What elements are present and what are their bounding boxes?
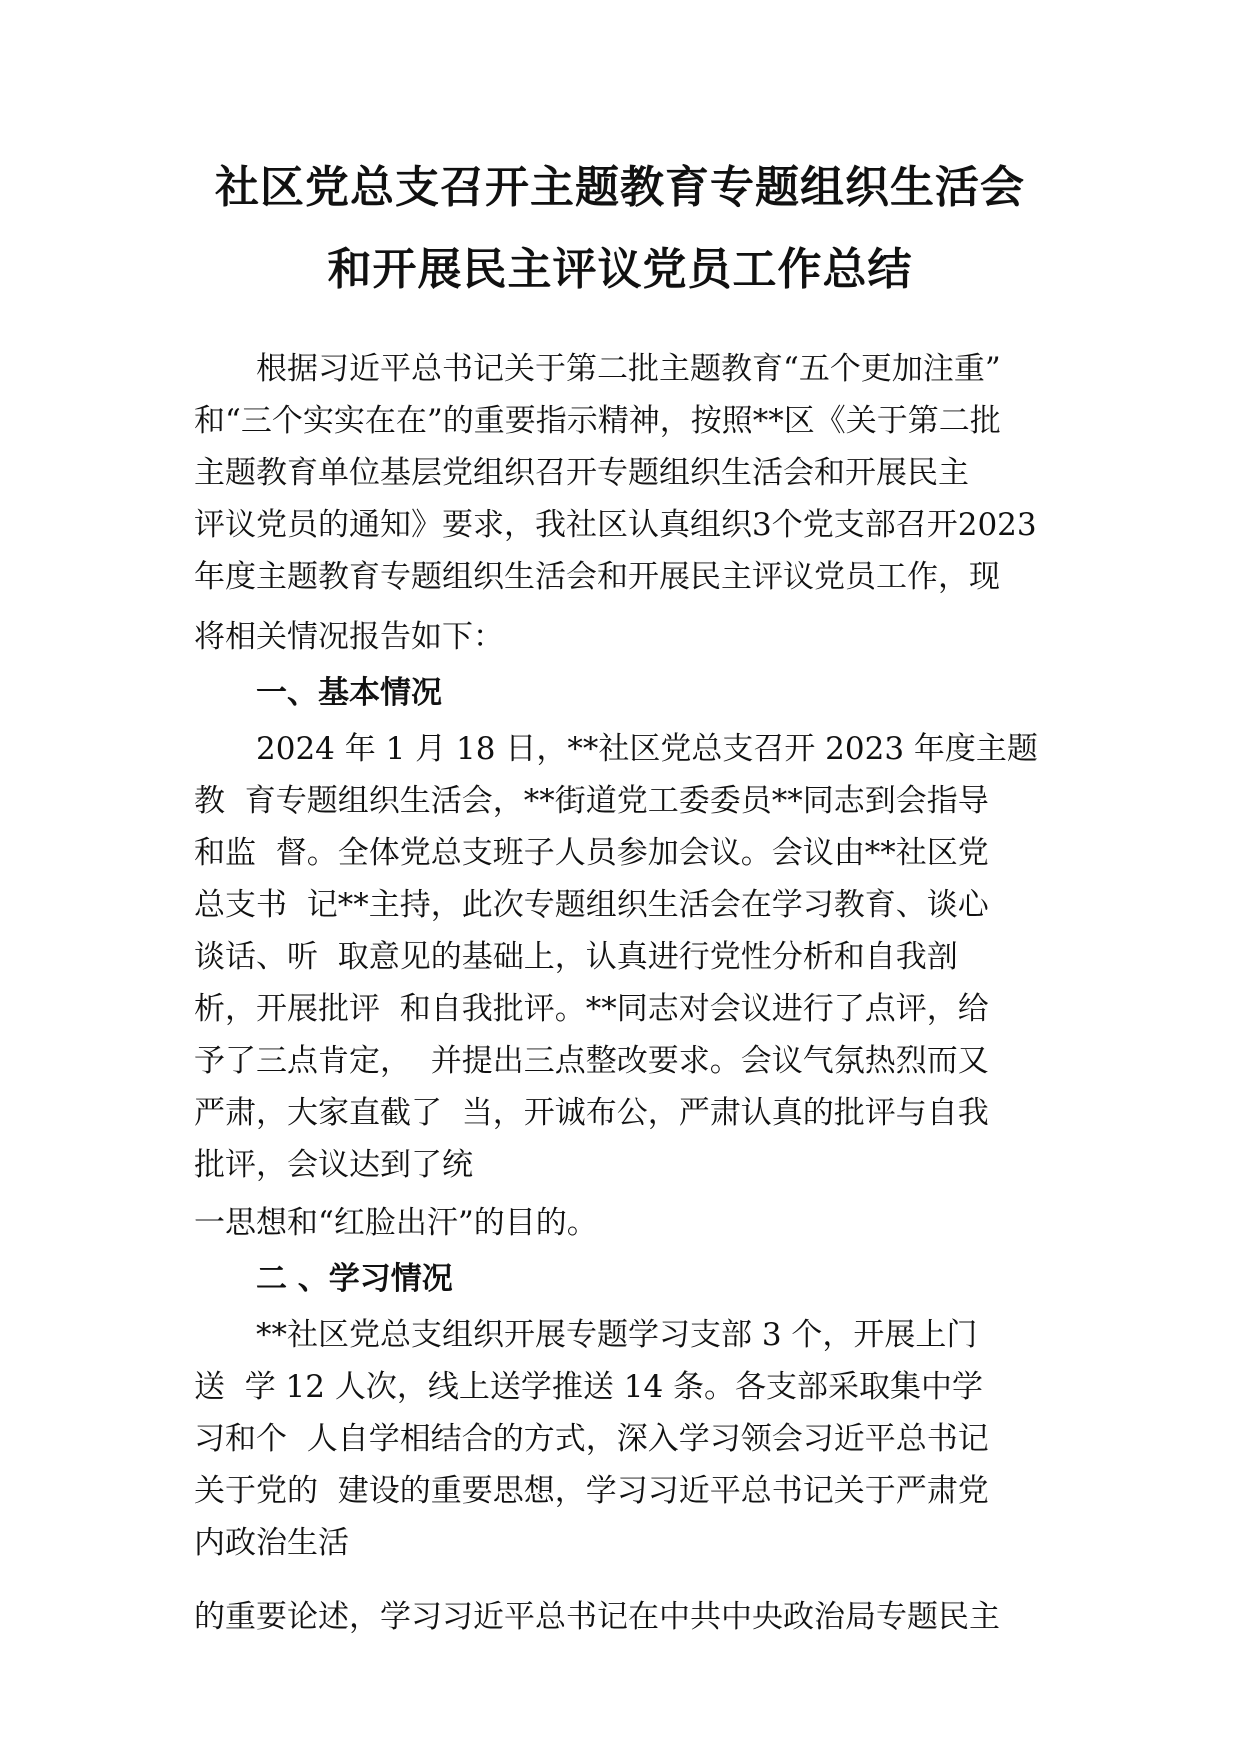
section-heading-study-situation: 二 、学习情况	[256, 1261, 453, 1297]
intro-line-1: 根据习近平总书记关于第二批主题教育“五个更加注重”	[256, 351, 1001, 387]
section1-line-9: 批评，会议达到了统	[194, 1147, 473, 1183]
section1-line-4: 总支书 记**主持，此次专题组织生活会在学习教育、谈心	[194, 887, 989, 923]
intro-line-3: 主题教育单位基层党组织召开专题组织生活会和开展民主	[194, 455, 969, 491]
section2-line-1: **社区党总支组织开展专题学习支部 3 个，开展上门	[256, 1317, 978, 1353]
section-heading-basic-situation: 一、基本情况	[256, 675, 442, 711]
section1-line-5: 谈话、听 取意见的基础上，认真进行党性分析和自我剖	[194, 939, 958, 975]
intro-line-2: 和“三个实实在在”的重要指示精神，按照**区《关于第二批	[194, 403, 1001, 439]
section2-line-3: 习和个 人自学相结合的方式，深入学习领会习近平总书记	[194, 1421, 989, 1457]
section1-line-2: 教 育专题组织生活会，**街道党工委委员**同志到会指导	[194, 783, 989, 819]
document-title-line-2: 和开展民主评议党员工作总结	[327, 244, 913, 295]
intro-line-5: 年度主题教育专题组织生活会和开展民主评议党员工作，现	[194, 559, 1000, 595]
section2-line-6: 的重要论述，学习习近平总书记在中共中央政治局专题民主	[194, 1599, 1000, 1635]
document-title-line-1: 社区党总支召开主题教育专题组织生活会	[215, 162, 1025, 213]
intro-line-6: 将相关情况报告如下：	[194, 619, 504, 655]
section1-line-8: 严肃，大家直截了 当，开诚布公，严肃认真的批评与自我	[194, 1095, 989, 1131]
section1-line-6: 析，开展批评 和自我批评。**同志对会议进行了点评，给	[194, 991, 989, 1027]
section1-line-10: 一思想和“红脸出汗”的目的。	[194, 1205, 598, 1241]
section1-line-3: 和监 督。全体党总支班子人员参加会议。会议由**社区党	[194, 835, 989, 871]
section2-line-5: 内政治生活	[194, 1525, 349, 1561]
intro-line-4: 评议党员的通知》要求，我社区认真组织3个党支部召开2023	[194, 507, 1037, 543]
section1-line-1: 2024 年 1 月 18 日，**社区党总支召开 2023 年度主题	[256, 731, 1038, 767]
section2-line-2: 送 学 12 人次，线上送学推送 14 条。各支部采取集中学	[194, 1369, 984, 1405]
section1-line-7: 予了三点肯定， 并提出三点整改要求。会议气氛热烈而又	[194, 1043, 989, 1079]
section2-line-4: 关于党的 建设的重要思想，学习习近平总书记关于严肃党	[194, 1473, 989, 1509]
